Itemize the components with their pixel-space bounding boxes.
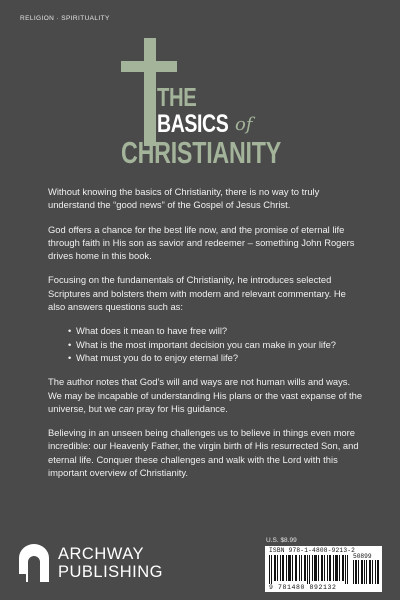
title-of: of: [235, 114, 253, 135]
archway-logo-icon: [19, 544, 49, 582]
isbn-text: ISBN 978-1-4808-9213-2: [269, 547, 356, 554]
question-list: [48, 324, 363, 364]
paragraph-1: Without knowing the basics of Christianity, there is no way to truly understand the “good news” of the Gospel of Jesus Christ.: [48, 186, 320, 211]
question-item: • What does it mean to have free will?: [68, 324, 363, 337]
paragraph-5: Believing in an unseen being challenges us to believe in things even more incredible: our Heavenly Father, the virgin birth of His resurrected Son, and eternal life. Conquer these challenges and walk with the Lord with this important overview of Christianity.: [48, 427, 359, 479]
back-cover-description: [48, 185, 363, 490]
publisher-name-line2: PUBLISHING: [58, 563, 163, 581]
paragraph-2: God offers a chance for the best life now, and the promise of eternal life through faith in His son as savior and redeemer – something John Rogers drives home in this book.: [48, 223, 355, 262]
paragraph-3: Focusing on the fundamentals of Christianity, he introduces selected Scriptures and bolsters them with modern and relevant commentary. He also answers questions such as:: [48, 274, 346, 313]
cross-vertical: [144, 38, 156, 146]
publisher-name-line1: ARCHWAY: [58, 545, 144, 563]
paragraph-4-emphasis: can: [118, 402, 134, 414]
category-label: RELIGION · SPIRITUALITY: [20, 15, 110, 22]
title-basics: BASICS: [157, 110, 229, 138]
price-label: U.S. $8.99: [266, 537, 297, 544]
title-the: THE: [157, 82, 197, 112]
cross-horizontal: [121, 61, 177, 72]
addon-barcode-bars: [353, 560, 379, 584]
question-item: • What is the most important decision you can make in your life?: [68, 338, 363, 351]
title-christianity: CHRISTIANITY: [121, 135, 282, 170]
ean-number: 9 781480 892132: [269, 584, 337, 591]
paragraph-4-start: The author notes that God’s will and ways are not human wills and ways. We may be incapable of understanding His plans or the vast expanse of the universe, but we: [48, 376, 363, 414]
paragraph-4-end: pray for His guidance.: [134, 402, 228, 414]
question-item: • What must you do to enjoy eternal life?: [68, 351, 363, 364]
paragraph-4: [48, 375, 363, 415]
barcode-bars: [269, 555, 349, 584]
barcode: [265, 546, 382, 592]
addon-code: 50899: [353, 553, 372, 560]
